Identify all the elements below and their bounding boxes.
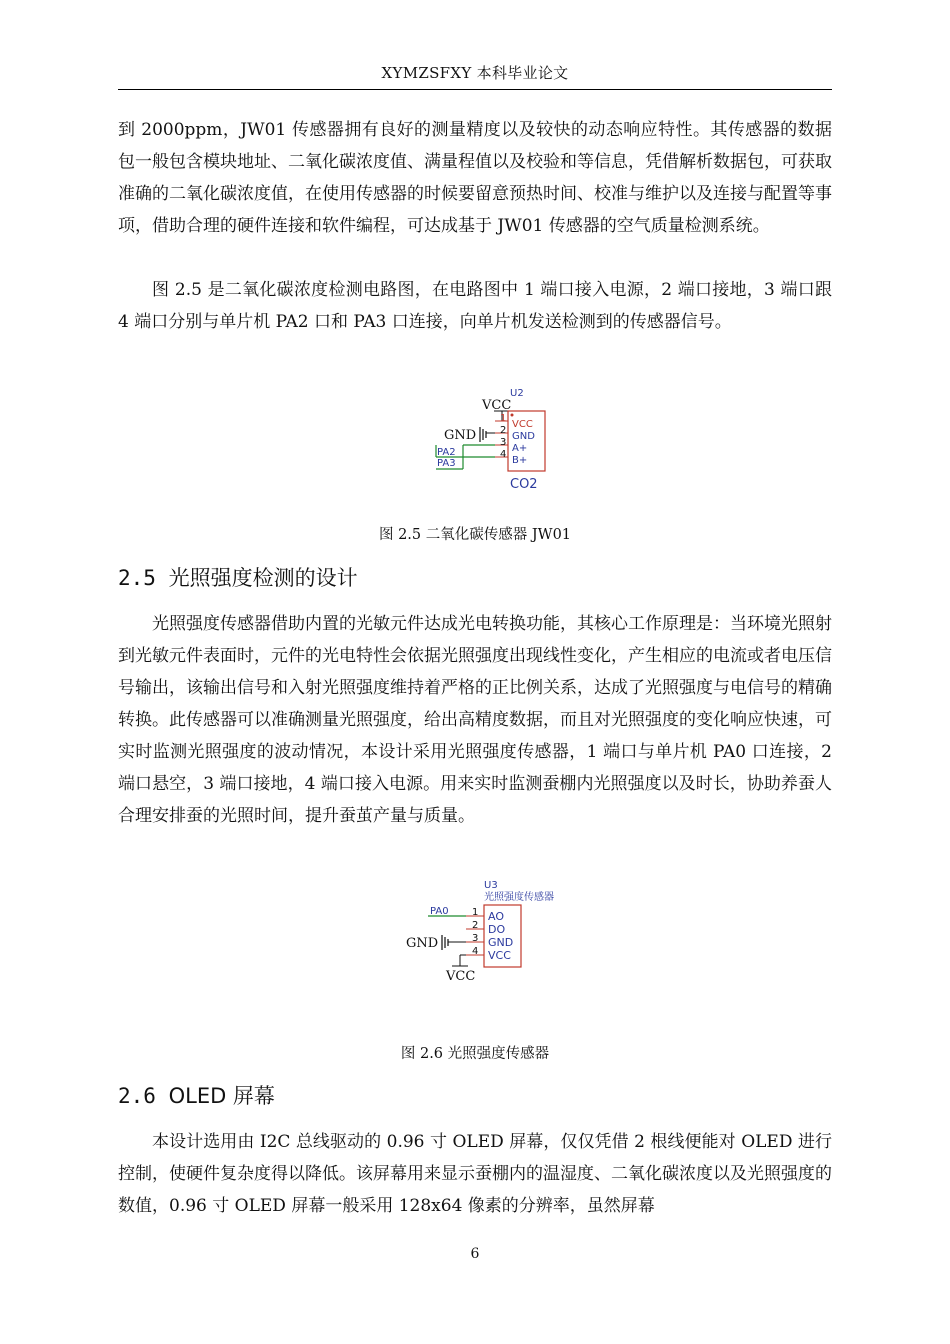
paragraph-light-sensor: 光照强度传感器借助内置的光敏元件达成光电转换功能，其核心工作原理是：当环境光照射到光敏元件表面时，元件的光电特性会依据光照强度出现线性变化，产生相应的电流或者电压信号输出，该输出信号和入射光照强度维持着严格的正比例关系，达成了光照强度与电信号的精确转换。此传感器可以准确测量光照强度，给出高精度数据，而且对光照强度的变化响应快速，可实时监测光照强度的波动情况，本设计采用光照强度传感器，1 端口与单片机 PA0 口连接，2 端口悬空，3 端口接地，4 端口接入电源。用来实时监测蚕棚内光照强度以及时长，协助养蚕人合理安排蚕的光照时间，提升蚕茧产量与质量。 <box>118 614 832 826</box>
co2-component-name: CO2 <box>510 477 538 492</box>
header-rule <box>118 89 832 90</box>
figure-2-6-caption: 图 2.6 光照强度传感器 <box>400 1046 550 1062</box>
vcc-net-label: VCC <box>482 398 512 413</box>
gnd-net-label: GND <box>444 428 477 443</box>
net-label-pa2: PA2 <box>437 447 456 458</box>
light-gnd-net-label: GND <box>406 936 439 951</box>
pin1-marker <box>511 414 514 417</box>
pin-number-2: 2 <box>500 425 507 436</box>
light-pin-number-1: 1 <box>472 907 479 918</box>
page-number: 6 <box>470 1246 480 1262</box>
section-title: 光照强度检测的设计 <box>168 566 358 590</box>
light-vcc-net-label: VCC <box>446 969 476 984</box>
pin-label-b-plus: B+ <box>512 455 528 466</box>
paragraph-oled: 本设计选用由 I2C 总线驱动的 0.96 寸 OLED 屏幕，仅仅凭借 2 根线便能对 OLED 进行控制，使硬件复杂度得以降低。该屏幕用来显示蚕棚内的温湿度、二氧化碳浓度以及光照强度的数值，0.96 寸 OLED 屏幕一般采用 128x64 像素的分辨率，虽然屏幕 <box>118 1132 832 1216</box>
light-component-name: 光照强度传感器 <box>484 892 554 903</box>
section-title: OLED 屏幕 <box>168 1084 275 1108</box>
light-pin-number-2: 2 <box>472 920 479 931</box>
pin-label-gnd: GND <box>512 431 535 442</box>
light-ref-label: U3 <box>484 880 498 891</box>
light-pin-label-gnd: GND <box>488 936 514 949</box>
section-number: 2.5 <box>118 566 156 590</box>
light-pin-number-3: 3 <box>472 933 479 944</box>
section-number: 2.6 <box>118 1084 156 1108</box>
section-heading-2-6 <box>118 1080 275 1110</box>
light-pin-number-4: 4 <box>472 946 479 957</box>
net-label-pa3: PA3 <box>437 458 456 469</box>
pin-number-1: 1 <box>500 413 507 424</box>
pin-number-3: 3 <box>500 437 507 448</box>
co2-ref-label: U2 <box>510 388 524 399</box>
pin-label-a-plus: A+ <box>512 443 528 454</box>
figure-2-5-caption: 图 2.5 二氧化碳传感器 JW01 <box>378 527 572 543</box>
figure-2-5-schematic <box>420 382 580 494</box>
pin-label-vcc: VCC <box>512 419 533 430</box>
light-pin-label-ao: AO <box>488 910 504 923</box>
pin-number-4: 4 <box>500 449 507 460</box>
paragraph-jw01-summary: 到 2000ppm，JW01 传感器拥有良好的测量精度以及较快的动态响应特性。其传感器的数据包一般包含模块地址、二氧化碳浓度值、满量程值以及校验和等信息，凭借解析数据包，可获取准确的二氧化碳浓度值，在使用传感器的时候要留意预热时间、校准与维护以及连接与配置等事项，借助合理的硬件连接和软件编程，可达成基于 JW01 传感器的空气质量检测系统。 <box>118 120 832 236</box>
light-pin-label-do: DO <box>488 923 506 936</box>
light-pin-label-vcc: VCC <box>488 949 511 962</box>
figure-2-6-schematic <box>400 878 570 990</box>
net-label-pa0: PA0 <box>430 906 449 917</box>
section-heading-2-5 <box>118 562 358 592</box>
paragraph-figure-2-5-intro: 图 2.5 是二氧化碳浓度检测电路图，在电路图中 1 端口接入电源，2 端口接地，3 端口跟 4 端口分别与单片机 PA2 口和 PA3 口连接，向单片机发送检测到的传感器信号。 <box>118 280 832 332</box>
page-header: XYMZSFXY 本科毕业论文 <box>381 64 569 82</box>
